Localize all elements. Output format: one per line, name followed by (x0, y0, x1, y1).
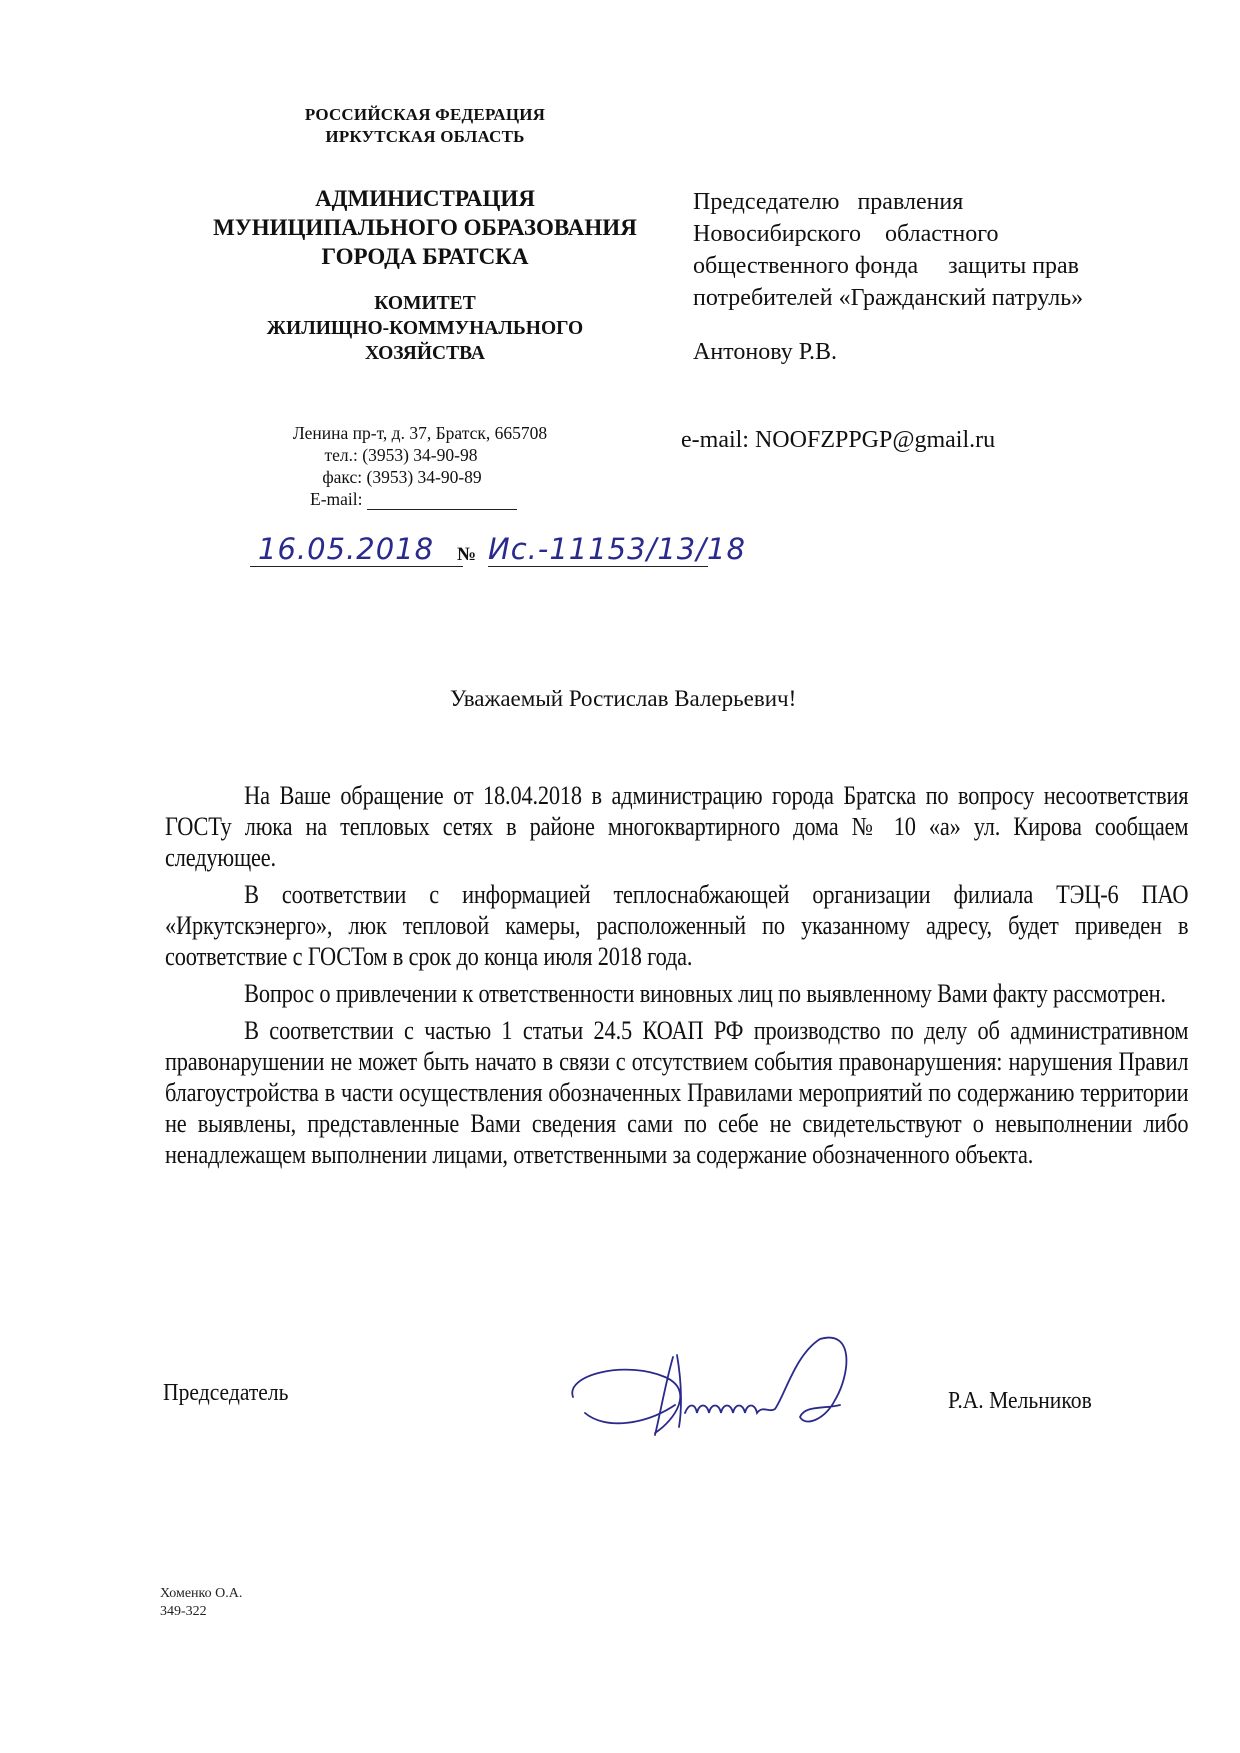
recipient-name: Антонову Р.В. (693, 339, 838, 365)
recipient-line3: общественного фонда защиты прав (693, 253, 1080, 279)
sender-region: ИРКУТСКАЯ ОБЛАСТЬ (325, 127, 525, 146)
sender-dept-line3: ХОЗЯЙСТВА (364, 343, 485, 364)
recipient-email: e-mail: NOOFZPPGP@gmail.ru (681, 427, 996, 453)
sender-country: РОССИЙСКАЯ ФЕДЕРАЦИЯ (304, 105, 546, 124)
sender-dept-line1: КОМИТЕТ (374, 293, 476, 314)
sender-letterhead (150, 104, 700, 366)
executor-name: Хоменко О.А. (160, 1586, 243, 1601)
sender-email-blank (367, 493, 517, 510)
registration-row (250, 532, 746, 576)
registration-date: 16.05.2018 (250, 532, 463, 567)
sender-phone: тел.: (3953) 34-90-98 (324, 445, 478, 465)
executor-phone: 349-322 (160, 1604, 207, 1619)
sender-contacts (250, 422, 590, 510)
body-paragraph-3: Вопрос о привлечении к ответственности виновных лиц по выявленному Вами факту рассмотрен. (244, 979, 1166, 1008)
registration-number: Ис.-11153/13/18 (488, 532, 746, 566)
body-paragraph-2: В соответствии с информацией теплоснабжающей организации филиала ТЭЦ-6 ПАО «Иркутскэнерго», люк тепловой камеры, расположенный по указанному адресу, будет приведен в соответствие с ГОСТом в срок до конца июля 2018 года. (165, 880, 1189, 971)
sender-dept-line2: ЖИЛИЩНО-КОММУНАЛЬНОГО (266, 318, 584, 339)
letter-body (165, 780, 1188, 1170)
signature-stroke (572, 1338, 846, 1435)
signature-name: Р.А. Мельников (948, 1388, 1092, 1414)
handwritten-signature-icon (565, 1335, 925, 1445)
recipient-line4: потребителей «Гражданский патруль» (693, 285, 1084, 311)
sender-org-line3: ГОРОДА БРАТСКА (321, 244, 529, 269)
sender-email-row (250, 488, 590, 510)
executor-info (160, 1585, 242, 1621)
sender-address: Ленина пр-т, д. 37, Братск, 665708 (292, 423, 548, 443)
sender-email-label: E-mail: (310, 489, 363, 509)
sender-fax: факс: (3953) 34-90-89 (322, 467, 482, 487)
signature-position: Председатель (163, 1380, 289, 1406)
body-paragraph-4: В соответствии с частью 1 статьи 24.5 КОАП РФ производство по делу об административном правонарушении не может быть начато в связи с отсутствием события правонарушения: нарушения Правил благоустройства в части осуществления обозначенных Правилами мероприятий по содержанию территории не выявлены, представленные Вами сведения сами по себе не свидетельствуют о невыполнении либо ненадлежащем выполнении лицами, ответственными за содержание обозначенного объекта. (165, 1016, 1189, 1169)
body-paragraph-1: На Ваше обращение от 18.04.2018 в администрацию города Братска по вопросу несоответствия ГОСТу люка на тепловых сетях в районе многоквартирного дома № 10 «а» ул. Кирова сообщаем следующее. (165, 781, 1189, 872)
registration-number-sign: № (457, 544, 477, 565)
sender-org-line2: МУНИЦИПАЛЬНОГО ОБРАЗОВАНИЯ (213, 215, 637, 240)
recipient-block (693, 186, 1213, 368)
sender-org-line1: АДМИНИСТРАЦИЯ (315, 186, 535, 211)
salutation: Уважаемый Ростислав Валерьевич! (450, 686, 797, 711)
recipient-line1: Председателю правления (693, 189, 964, 215)
recipient-line2: Новосибирского областного (693, 221, 999, 247)
